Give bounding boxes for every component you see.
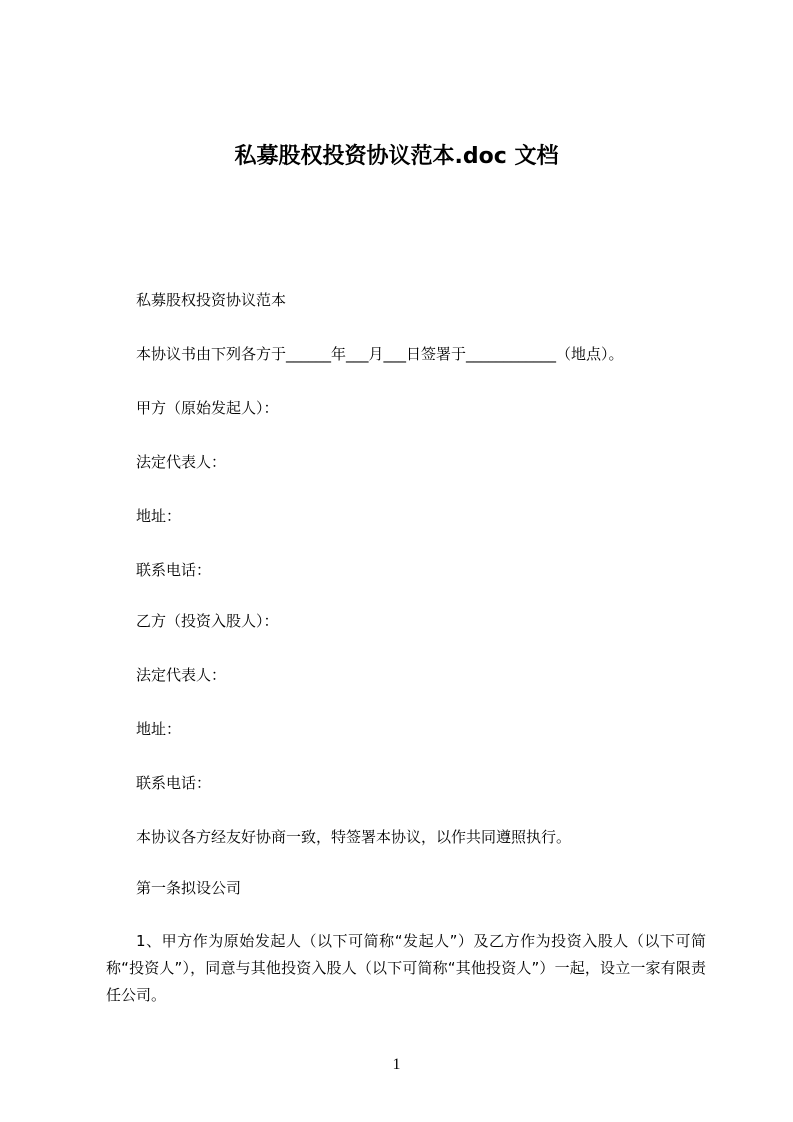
party-a-address: 地址：: [136, 507, 182, 525]
party-b-phone: 联系电话：: [136, 774, 212, 792]
party-a-phone: 联系电话：: [136, 561, 212, 579]
article-one-clause-1: 1、甲方作为原始发起人（以下可简称“发起人”）及乙方作为投资入股人（以下可简称“投资人”），同意与其他投资入股人（以下可简称“其他投资人”）一起，设立一家有限责任公司。: [106, 932, 706, 1004]
page-number: 1: [392, 1056, 401, 1073]
party-b-legal-rep: 法定代表人：: [136, 666, 227, 684]
consensus-statement: 本协议各方经友好协商一致，特签署本协议，以作共同遵照执行。: [136, 828, 572, 846]
party-b-label: 乙方（投资入股人）：: [136, 612, 279, 630]
party-a-label: 甲方（原始发起人）：: [136, 399, 279, 417]
document-title: 私募股权投资协议范本.doc 文档: [234, 144, 559, 169]
agreement-heading: 私募股权投资协议范本: [136, 291, 287, 309]
signing-statement: 本协议书由下列各方于______年___月___日签署于____________（地点）。: [136, 345, 624, 363]
party-a-legal-rep: 法定代表人：: [136, 453, 227, 471]
article-one-heading: 第一条拟设公司: [136, 879, 242, 897]
party-b-address: 地址：: [136, 720, 182, 738]
